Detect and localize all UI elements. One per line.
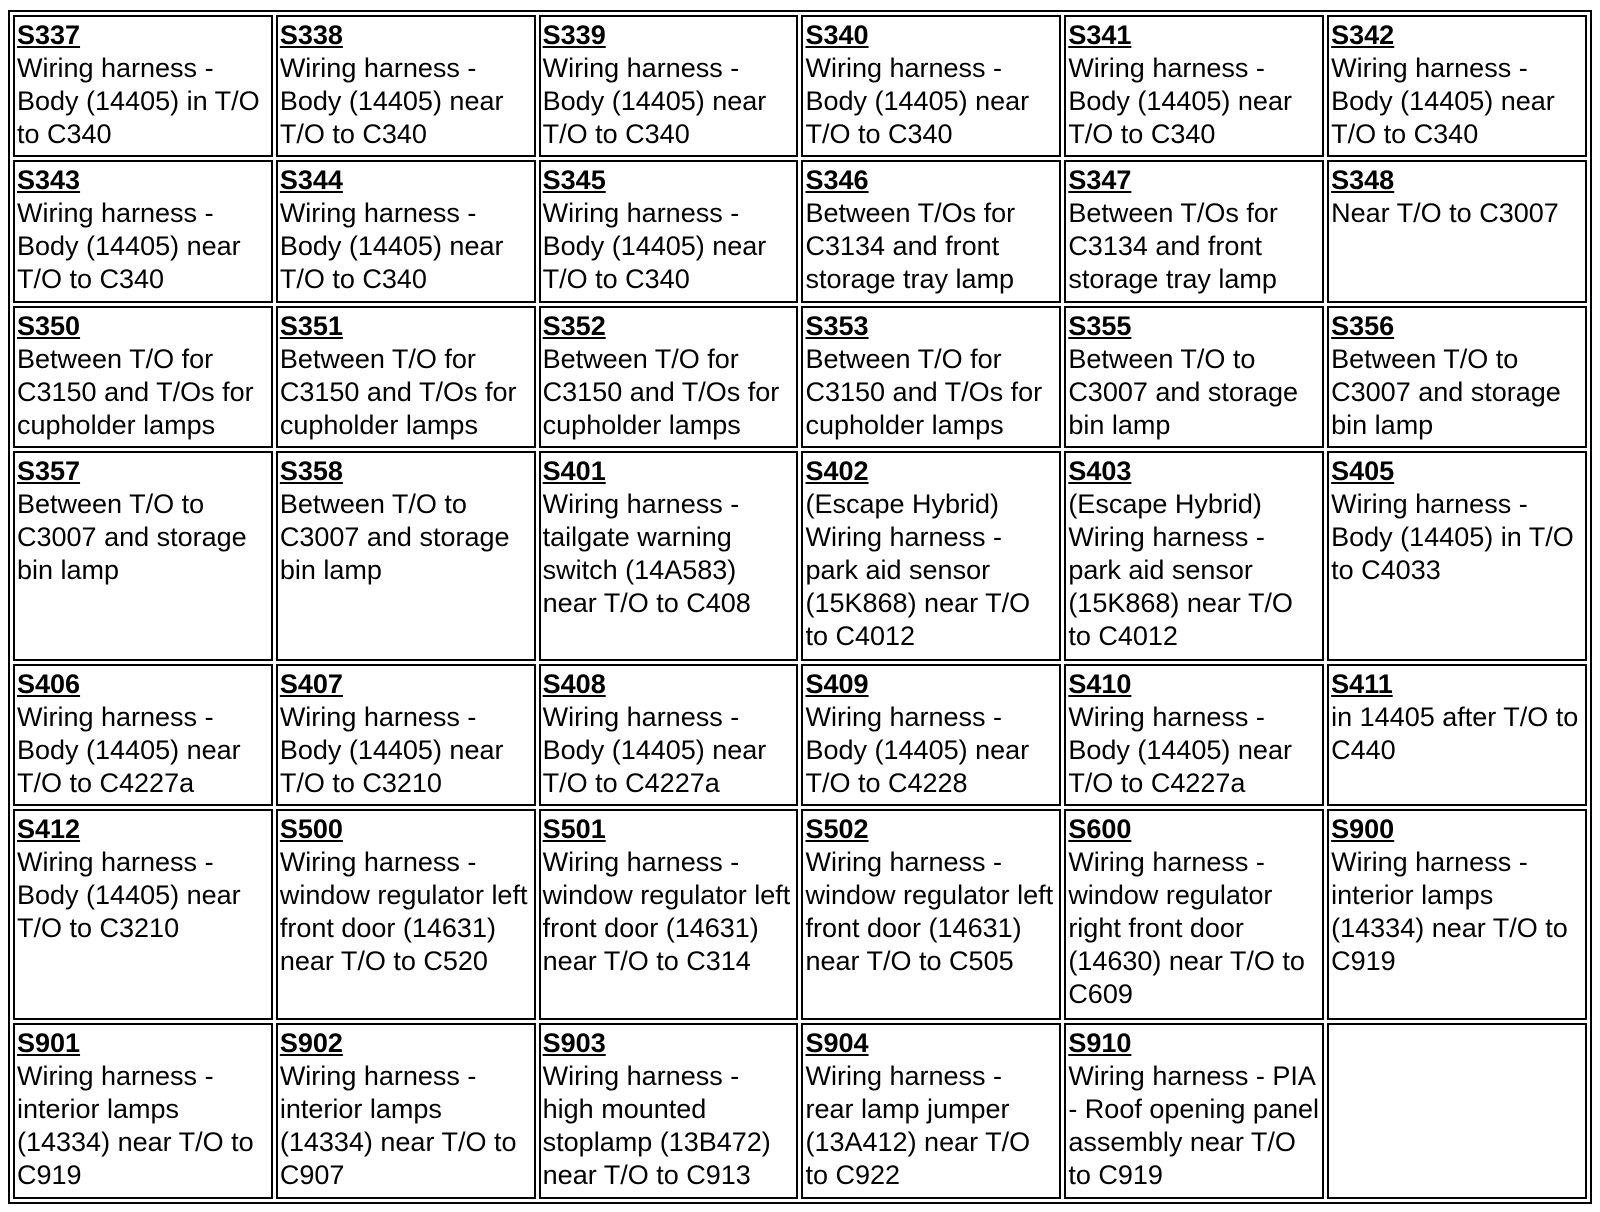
table-row (13, 451, 1587, 661)
splice-description: Wiring harness - Body (14405) in T/O to C4033 (1331, 488, 1574, 585)
splice-description: Between T/Os for C3134 and front storage tray lamp (1068, 198, 1278, 295)
splice-code: S600 (1068, 814, 1132, 845)
splice-code: S401 (542, 455, 606, 486)
table-cell (539, 15, 799, 157)
table-cell (1064, 160, 1324, 302)
table-cell (276, 160, 536, 302)
splice-code: S409 (805, 669, 869, 700)
splice-description: Wiring harness - Body (14405) near T/O to C340 (17, 198, 241, 295)
splice-code: S902 (279, 1027, 343, 1058)
splice-description: (Escape Hybrid) Wiring harness - park aid sensor (15K868) near T/O to C4012 (1068, 488, 1293, 651)
splice-code: S411 (1331, 669, 1393, 700)
splice-code: S356 (1331, 310, 1395, 341)
splice-description: Wiring harness - Body (14405) near T/O to C4227a (542, 702, 767, 799)
splice-description: Wiring harness - Body (14405) near T/O to C340 (805, 53, 1030, 149)
table-cell (539, 160, 799, 302)
splice-code: S339 (542, 20, 606, 50)
table-cell (1327, 160, 1587, 302)
table-cell (276, 306, 536, 448)
splice-description: Wiring harness - Body (14405) near T/O to C4227a (17, 702, 241, 799)
table-cell (1327, 15, 1587, 157)
table-cell (13, 809, 273, 1019)
table-cell (276, 664, 536, 806)
splice-code: S357 (17, 455, 81, 486)
splice-code: S407 (279, 669, 343, 700)
table-cell (539, 306, 799, 448)
splice-code: S350 (17, 310, 81, 341)
splice-code: S500 (279, 814, 343, 845)
splice-code: S341 (1068, 20, 1132, 50)
table-row (13, 809, 1587, 1019)
splice-description: Wiring harness - window regulator right front door (14630) near T/O to C609 (1068, 847, 1305, 1010)
table-cell (539, 1023, 799, 1199)
splice-description: in 14405 after T/O to C440 (1331, 702, 1579, 766)
splice-code: S358 (279, 455, 343, 486)
splice-table-frame (8, 10, 1592, 1204)
table-cell (1064, 451, 1324, 661)
splice-description: Wiring harness - window regulator left front door (14631) near T/O to C314 (542, 847, 791, 977)
splice-code: S406 (17, 669, 81, 700)
splice-description: Wiring harness - Body (14405) near T/O to C4228 (805, 702, 1030, 799)
table-cell (801, 1023, 1061, 1199)
splice-description: Wiring harness - Body (14405) near T/O to C3210 (17, 847, 241, 944)
splice-code: S402 (805, 455, 869, 486)
table-row (13, 1023, 1587, 1199)
table-cell (539, 664, 799, 806)
table-row (13, 664, 1587, 806)
table-cell (13, 160, 273, 302)
table-cell (13, 15, 273, 157)
table-cell (1064, 306, 1324, 448)
splice-table (10, 12, 1590, 1202)
splice-description: Wiring harness - PIA - Roof opening panel assembly near T/O to C919 (1068, 1060, 1319, 1190)
splice-code: S903 (542, 1027, 606, 1058)
splice-description: Between T/Os for C3134 and front storage tray lamp (805, 198, 1016, 295)
splice-description: Wiring harness - Body (14405) near T/O to C340 (542, 198, 767, 295)
table-cell (801, 160, 1061, 302)
table-cell (276, 1023, 536, 1199)
table-cell (539, 451, 799, 661)
splice-description: Wiring harness - Body (14405) near T/O to C340 (279, 198, 504, 295)
splice-description: Between T/O to C3007 and storage bin lamp (17, 488, 247, 585)
table-cell (1064, 809, 1324, 1019)
splice-description: Wiring harness - interior lamps (14334) near T/O to C919 (17, 1060, 254, 1190)
splice-description: Between T/O for C3150 and T/Os for cupholder lamps (279, 343, 517, 440)
empty-cell (1327, 1023, 1587, 1199)
splice-description: Wiring harness - Body (14405) near T/O to C340 (542, 53, 767, 149)
splice-description: Near T/O to C3007 (1331, 198, 1559, 229)
splice-code: S338 (279, 20, 343, 50)
table-cell (1064, 15, 1324, 157)
table-cell (801, 809, 1061, 1019)
table-cell (1064, 1023, 1324, 1199)
splice-code: S346 (805, 165, 869, 196)
table-cell (1064, 664, 1324, 806)
splice-code: S410 (1068, 669, 1132, 700)
table-cell (13, 1023, 273, 1199)
splice-description: Wiring harness - rear lamp jumper (13A412) near T/O to C922 (805, 1060, 1031, 1190)
splice-code: S347 (1068, 165, 1132, 196)
splice-description: Wiring harness - Body (14405) near T/O to C340 (279, 53, 504, 149)
splice-code: S408 (542, 669, 606, 700)
splice-code: S355 (1068, 310, 1132, 341)
table-cell (13, 664, 273, 806)
table-cell (539, 809, 799, 1019)
splice-code: S900 (1331, 814, 1395, 845)
splice-code: S910 (1068, 1027, 1132, 1058)
table-cell (1327, 664, 1587, 806)
splice-description: Wiring harness - high mounted stoplamp (13B472) near T/O to C913 (542, 1060, 771, 1190)
table-cell (801, 664, 1061, 806)
splice-code: S353 (805, 310, 869, 341)
splice-description: Wiring harness - Body (14405) near T/O to C340 (1068, 53, 1292, 149)
splice-description: Wiring harness - tailgate warning switch (14A583) near T/O to C408 (542, 488, 751, 618)
splice-code: S901 (17, 1027, 81, 1058)
splice-description: Wiring harness - Body (14405) in T/O to C340 (17, 53, 260, 149)
splice-code: S343 (17, 165, 81, 196)
table-cell (1327, 306, 1587, 448)
splice-code: S412 (17, 814, 81, 845)
splice-description: Between T/O to C3007 and storage bin lamp (279, 488, 510, 585)
table-row (13, 15, 1587, 157)
splice-description: Between T/O to C3007 and storage bin lamp (1068, 343, 1298, 440)
splice-code: S342 (1331, 20, 1395, 50)
splice-description: Wiring harness - Body (14405) near T/O to C340 (1331, 53, 1555, 149)
splice-description: Wiring harness - interior lamps (14334) near T/O to C919 (1331, 847, 1568, 977)
table-cell (801, 306, 1061, 448)
splice-code: S501 (542, 814, 606, 845)
table-cell (13, 451, 273, 661)
table-cell (1327, 451, 1587, 661)
splice-code: S405 (1331, 455, 1395, 486)
table-cell (1327, 809, 1587, 1019)
table-row (13, 306, 1587, 448)
splice-description: Wiring harness - Body (14405) near T/O to C3210 (279, 702, 504, 799)
splice-code: S348 (1331, 165, 1395, 196)
splice-code: S337 (17, 20, 81, 50)
splice-code: S345 (542, 165, 606, 196)
splice-description: Between T/O to C3007 and storage bin lamp (1331, 343, 1561, 440)
table-cell (801, 15, 1061, 157)
table-cell (276, 15, 536, 157)
splice-code: S351 (279, 310, 343, 341)
splice-description: Between T/O for C3150 and T/Os for cupholder lamps (542, 343, 780, 440)
splice-description: Wiring harness - window regulator left front door (14631) near T/O to C520 (279, 847, 528, 977)
table-cell (13, 306, 273, 448)
splice-description: (Escape Hybrid) Wiring harness - park aid sensor (15K868) near T/O to C4012 (805, 488, 1031, 651)
splice-description: Between T/O for C3150 and T/Os for cupholder lamps (805, 343, 1043, 440)
splice-code: S502 (805, 814, 869, 845)
table-cell (801, 451, 1061, 661)
table-row (13, 160, 1587, 302)
splice-description: Wiring harness - Body (14405) near T/O to C4227a (1068, 702, 1292, 799)
splice-code: S403 (1068, 455, 1132, 486)
splice-code: S904 (805, 1027, 869, 1058)
table-cell (276, 451, 536, 661)
splice-code: S352 (542, 310, 606, 341)
splice-description: Wiring harness - interior lamps (14334) near T/O to C907 (279, 1060, 517, 1190)
splice-code: S344 (279, 165, 343, 196)
splice-description: Between T/O for C3150 and T/Os for cupholder lamps (17, 343, 254, 440)
splice-description: Wiring harness - window regulator left front door (14631) near T/O to C505 (805, 847, 1054, 977)
table-cell (276, 809, 536, 1019)
splice-code: S340 (805, 20, 869, 50)
